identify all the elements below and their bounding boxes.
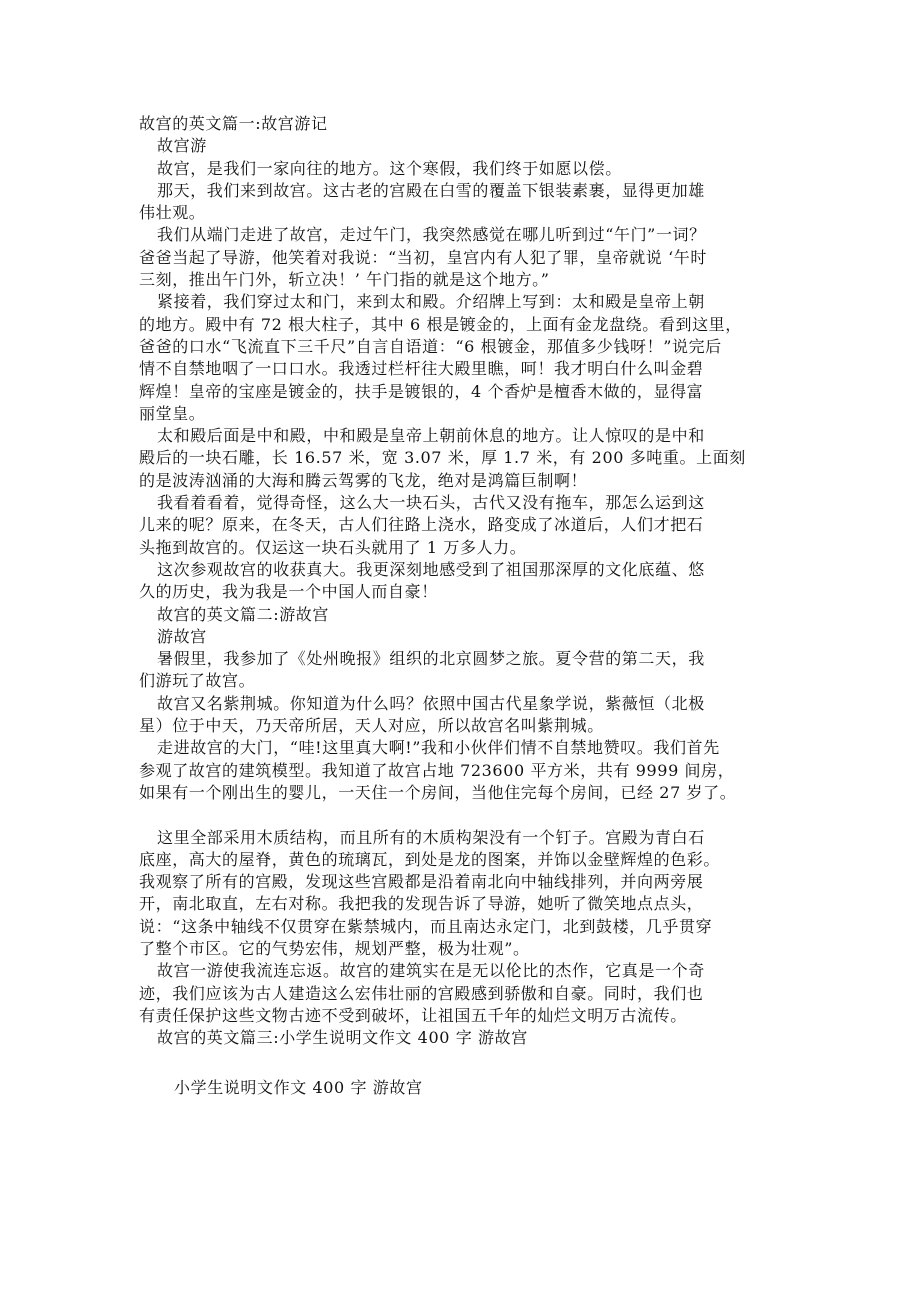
paragraph-line: 说：“这条中轴线不仅贯穿在紫禁城内，而且南达永定门，北到鼓楼，几乎贯穿 <box>139 916 713 936</box>
section-title-1: 故宫的英文篇一:故宫游记 <box>139 114 328 133</box>
essay-title-1: 故宫游 <box>157 136 207 156</box>
paragraph-line: 暑假里，我参加了《处州晚报》组织的北京圆梦之旅。夏令营的第二天，我 <box>157 649 705 669</box>
paragraph-line: 参观了故宫的建筑模型。我知道了故宫占地 723600 平方米，共有 9999 间房， <box>139 760 735 780</box>
paragraph-line: 的是波涛汹涌的大海和腾云驾雾的飞龙，绝对是鸿篇巨制啊！ <box>139 470 588 490</box>
blank-line <box>139 1049 789 1077</box>
section-title-2: 故宫的英文篇二:游故宫 <box>157 604 329 624</box>
paragraph-line: 的地方。殿中有 72 根大柱子，其中 6 根是镀金的，上面有金龙盘绕。看到这里， <box>139 314 742 334</box>
paragraph-line: 头拖到故宫的。仅运这一块石头就用了 1 万多人力。 <box>139 537 527 557</box>
essay-title-3: 小学生说明文作文 400 字 游故宫 <box>174 1078 423 1098</box>
paragraph-line: 这次参观故宫的收获真大。我更深刻地感受到了祖国那深厚的文化底蕴、悠 <box>157 559 705 579</box>
paragraph-line: 这里全部采用木质结构，而且所有的木质构架没有一个钉子。宫殿为青白石 <box>157 827 705 847</box>
paragraph-line: 久的历史，我为我是一个中国人而自豪！ <box>139 582 438 602</box>
section-title-3: 故宫的英文篇三:小学生说明文作文 400 字 游故宫 <box>157 1028 528 1048</box>
paragraph-line: 我看着看着，觉得奇怪，这么大一块石头，古代又没有拖车，那怎么运到这 <box>157 493 705 513</box>
paragraph-line: 有责任保护这些文物古迹不受到破坏，让祖国五千年的灿烂文明万古流传。 <box>139 1005 687 1025</box>
paragraph-line: 我们从端门走进了故宫，走过午门，我突然感觉在哪儿听到过“午门”一词？ <box>157 225 706 245</box>
paragraph-line: 紧接着，我们穿过太和门，来到太和殿。介绍牌上写到：太和殿是皇帝上朝 <box>157 292 705 312</box>
paragraph-line: 我观察了所有的宫殿，发现这些宫殿都是沿着南北向中轴线排列，并向两旁展 <box>139 872 704 892</box>
document-body <box>139 113 789 1100</box>
paragraph-line: 故宫，是我们一家向往的地方。这个寒假，我们终于如愿以偿。 <box>157 158 622 178</box>
paragraph-line: 走进故宫的大门，“哇!这里真大啊!”我和小伙伴们情不自禁地赞叹。我们首先 <box>157 738 720 758</box>
paragraph-line: 丽堂皇。 <box>139 403 206 423</box>
paragraph-line: 开，南北取直，左右对称。我把我的发现告诉了导游，她听了微笑地点点头， <box>139 894 704 914</box>
paragraph-line: 迹，我们应该为古人建造这么宏伟壮丽的宫殿感到骄傲和自豪。同时，我们也 <box>139 983 704 1003</box>
paragraph-line: 爸爸的口水“飞流直下三千尺”自言自语道：“6 根镀金，那值多少钱呀！”说完后 <box>139 336 722 356</box>
paragraph-line: 故宫又名紫荆城。你知道为什么吗？依照中国古代星象学说，紫薇恒（北极 <box>157 693 705 713</box>
paragraph-line: 了整个市区。它的气势宏伟，规划严整，极为壮观”。 <box>139 938 530 958</box>
essay-title-2: 游故宫 <box>157 626 207 646</box>
paragraph-line: 三刻，推出午门外，斩立决！’ 午门指的就是这个地方。” <box>139 270 550 290</box>
paragraph-line: 情不自禁地咽了一口口水。我透过栏杆往大殿里瞧，呵！我才明白什么叫金碧 <box>139 359 704 379</box>
paragraph-line: 殿后的一块石雕，长 16.57 米，宽 3.07 米，厚 1.7 米，有 200 多吨重。上面刻 <box>139 448 746 468</box>
blank-line <box>139 804 789 826</box>
paragraph-line: 太和殿后面是中和殿，中和殿是皇帝上朝前休息的地方。让人惊叹的是中和 <box>157 426 705 446</box>
paragraph-line: 儿来的呢？原来，在冬天，古人们往路上浇水，路变成了冰道后，人们才把石 <box>139 515 704 535</box>
paragraph-line: 们游玩了故宫。 <box>139 671 256 691</box>
paragraph-line: 爸爸当起了导游，他笑着对我说：“当初，皇宫内有人犯了罪，皇帝就说 ‘午时 <box>139 247 707 267</box>
paragraph-line: 那天，我们来到故宫。这古老的宫殿在白雪的覆盖下银装素裹，显得更加雄 <box>157 180 705 200</box>
paragraph-line: 伟壮观。 <box>139 203 206 223</box>
paragraph-line: 故宫一游使我流连忘返。故宫的建筑实在是无以伦比的杰作，它真是一个奇 <box>157 961 705 981</box>
paragraph-line: 如果有一个刚出生的婴儿，一天住一个房间，当他住完每个房间，已经 27 岁了。 <box>139 782 737 802</box>
paragraph-line: 底座，高大的屋脊，黄色的琉璃瓦，到处是龙的图案，并饰以金壁辉煌的色彩。 <box>139 849 721 869</box>
paragraph-line: 星）位于中天，乃天帝所居，天人对应，所以故宫名叫紫荆城。 <box>139 716 604 736</box>
paragraph-line: 辉煌！皇帝的宝座是镀金的，扶手是镀银的，4 个香炉是檀香木做的，显得富 <box>139 381 704 401</box>
